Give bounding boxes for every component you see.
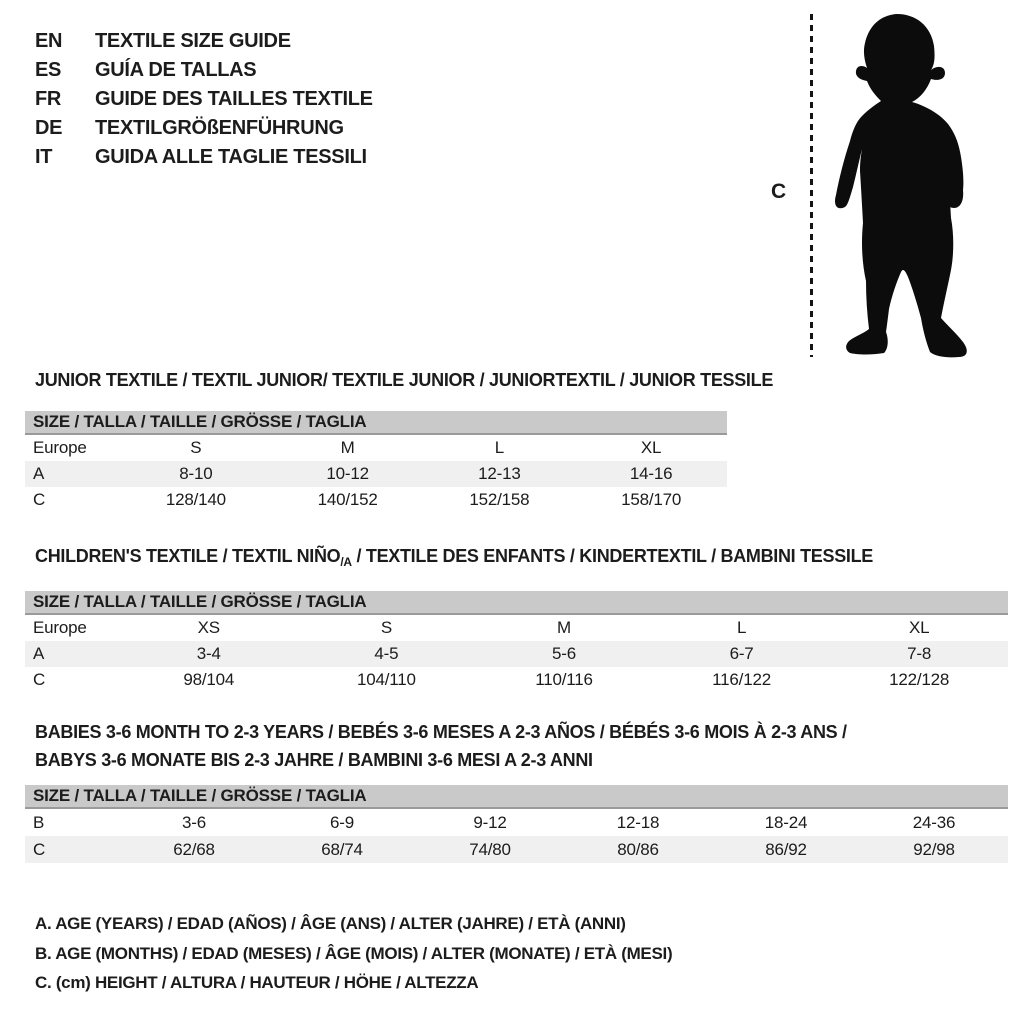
table-cell: 7-8 — [907, 644, 932, 663]
table-cell: XL — [908, 618, 930, 637]
table-cell: 158/170 — [621, 490, 682, 509]
table-cell: 3-4 — [196, 644, 221, 663]
table-cell: XL — [640, 438, 662, 457]
language-title: TEXTILGRÖßENFÜHRUNG — [95, 117, 344, 139]
table-cell: 6-9 — [330, 812, 354, 832]
junior-section-title: JUNIOR TEXTILE / TEXTIL JUNIOR/ TEXTILE JUNIOR / JUNIORTEXTIL / JUNIOR TESSILE — [35, 370, 774, 390]
list-item — [35, 27, 373, 56]
table-cell: 116/122 — [712, 670, 771, 689]
language-code: ES — [35, 59, 62, 81]
babies-section-title — [35, 718, 847, 774]
language-title: GUÍA DE TALLAS — [95, 59, 257, 81]
row-label: C — [33, 670, 46, 689]
table-cell: 110/116 — [535, 670, 593, 689]
list-item — [35, 114, 373, 143]
row-label: C — [33, 839, 46, 859]
children-section-title — [35, 546, 873, 569]
language-list — [35, 27, 373, 172]
footnote-b: B. AGE (MONTHS) / EDAD (MESES) / ÂGE (MOIS) / ALTER (MONATE) / ETÀ (MESI) — [35, 943, 673, 963]
language-code: FR — [35, 88, 62, 110]
table-cell: 68/74 — [321, 839, 363, 859]
language-code: IT — [35, 146, 53, 168]
table-cell: 3-6 — [182, 812, 206, 832]
children-title-pre: CHILDREN'S TEXTILE / TEXTIL NIÑO — [35, 546, 341, 566]
babies-title-line2: BABYS 3-6 MONATE BIS 2-3 JAHRE / BAMBINI 3-6 MESI A 2-3 ANNI — [35, 750, 593, 770]
table-cell: S — [380, 618, 392, 637]
table-row — [25, 615, 1008, 641]
table-cell: M — [557, 618, 571, 637]
row-label: Europe — [33, 438, 87, 457]
table-cell: 140/152 — [317, 490, 378, 509]
list-item — [35, 56, 373, 85]
table-cell: 12-18 — [616, 812, 660, 832]
size-header: SIZE / TALLA / TAILLE / GRÖSSE / TAGLIA — [25, 785, 1008, 809]
language-title: GUIDE DES TAILLES TEXTILE — [95, 88, 373, 110]
children-size-table — [25, 591, 1008, 693]
list-item — [35, 143, 373, 172]
table-cell: 86/92 — [765, 839, 807, 859]
junior-size-table — [25, 411, 727, 513]
table-cell: M — [340, 438, 355, 457]
table-cell: 5-6 — [551, 644, 576, 663]
table-cell: 24-36 — [912, 812, 956, 832]
row-label: A — [33, 464, 45, 483]
table-cell: 152/158 — [469, 490, 530, 509]
size-header: SIZE / TALLA / TAILLE / GRÖSSE / TAGLIA — [25, 591, 1008, 615]
table-cell: 9-12 — [473, 812, 507, 832]
table-row — [25, 487, 727, 513]
row-label: B — [33, 812, 45, 832]
height-measure-line — [810, 14, 813, 357]
table-cell: 98/104 — [183, 670, 235, 689]
language-code: DE — [35, 117, 63, 139]
table-cell: S — [190, 438, 202, 457]
table-row — [25, 836, 1008, 863]
table-cell: 122/128 — [889, 670, 950, 689]
babies-title-line1: BABIES 3-6 MONTH TO 2-3 YEARS / BEBÉS 3-6 MESES A 2-3 AÑOS / BÉBÉS 3-6 MOIS À 2-3 ANS / — [35, 722, 847, 742]
table-cell: L — [736, 618, 747, 637]
table-cell: 4-5 — [374, 644, 399, 663]
row-label: A — [33, 644, 45, 663]
table-cell: 80/86 — [617, 839, 659, 859]
toddler-silhouette-icon — [823, 10, 973, 358]
footnote-c: C. (cm) HEIGHT / ALTURA / HAUTEUR / HÖHE / ALTEZZA — [35, 973, 479, 992]
language-title: GUIDA ALLE TAGLIE TESSILI — [95, 146, 367, 168]
table-cell: 18-24 — [764, 812, 808, 832]
table-cell: 128/140 — [165, 490, 226, 509]
table-cell: XS — [197, 618, 220, 637]
table-cell: 6-7 — [729, 644, 754, 663]
list-item — [35, 85, 373, 114]
row-label: C — [33, 490, 46, 509]
children-title-post: / TEXTILE DES ENFANTS / KINDERTEXTIL / BAMBINI TESSILE — [351, 546, 873, 566]
table-cell: 12-13 — [478, 464, 521, 483]
table-row — [25, 461, 727, 487]
table-cell: 104/110 — [356, 670, 416, 689]
table-row — [25, 435, 727, 461]
table-cell: 74/80 — [469, 839, 511, 859]
table-row — [25, 667, 1008, 693]
height-measure-label: C — [771, 180, 787, 203]
table-cell: 92/98 — [913, 839, 955, 859]
size-header: SIZE / TALLA / TAILLE / GRÖSSE / TAGLIA — [25, 411, 727, 435]
babies-size-table — [25, 785, 1008, 863]
table-cell: 14-16 — [629, 464, 673, 483]
language-title: TEXTILE SIZE GUIDE — [95, 30, 291, 52]
table-cell: L — [494, 438, 504, 457]
legend — [35, 909, 672, 998]
children-title-sub: /A — [340, 555, 352, 569]
table-cell: 62/68 — [173, 839, 215, 859]
footnote-a: A. AGE (YEARS) / EDAD (AÑOS) / ÂGE (ANS) / ALTER (JAHRE) / ETÀ (ANNI) — [35, 914, 626, 933]
table-cell: 10-12 — [326, 464, 369, 483]
language-code: EN — [35, 30, 63, 52]
table-row — [25, 809, 1008, 836]
row-label: Europe — [33, 618, 87, 637]
table-cell: 8-10 — [179, 464, 213, 483]
table-row — [25, 641, 1008, 667]
